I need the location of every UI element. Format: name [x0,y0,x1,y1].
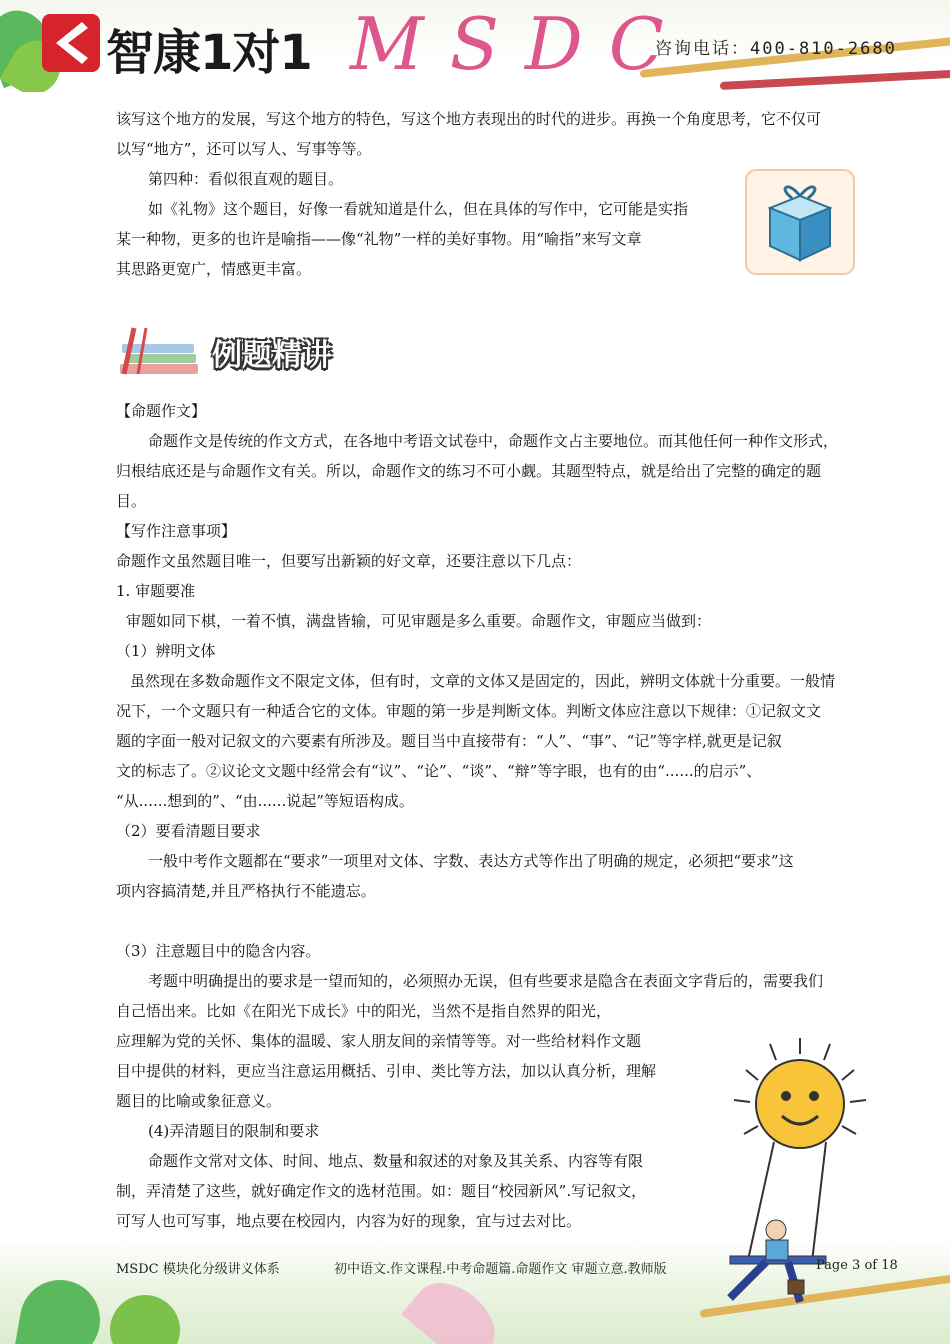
leaf-decoration [401,1268,509,1344]
paragraph: 命题作文是传统的作文方式，在各地中考语文试卷中，命题作文占主要地位。而其他任何一种作文形式， [148,432,839,450]
paragraph: 应理解为党的关怀、集体的温暖、家人朋友间的亲情等等。对一些给材料作文题 [116,1032,642,1050]
logo-text: 智康1对1 [106,25,312,81]
paragraph: 文的标志了。②议论文文题中经常会有“议”、“论”、“谈”、“辩”等字眼，也有的由“......的启示”、 [116,762,762,780]
paragraph: 归根结底还是与命题作文有关。所以，命题作文的练习不可小觑。其题型特点，就是给出了完整的确定的题 [116,462,822,480]
leaf-decoration [14,1274,107,1344]
numbered-heading: 1. 审题要准 [116,582,196,600]
paragraph: “从......想到的”、“由......说起”等短语构成。 [116,792,414,810]
phone-number: 咨询电话：400-810-2680 [655,39,897,59]
brand-letters: MSDC [350,2,690,86]
paragraph: 目。 [116,492,147,510]
page-header [0,0,950,92]
paragraph: 题目的比喻或象征意义。 [116,1092,282,1110]
books-icon [116,324,202,378]
bracket-heading: 【命题作文】 [116,402,207,420]
paragraph: 命题作文常对文体、时间、地点、数量和叙述的对象及其关系、内容等有限 [148,1152,644,1170]
sub-heading: （2）要看清题目要求 [116,822,261,840]
sub-heading: （3）注意题目中的隐含内容。 [116,942,321,960]
paragraph: 制，弄清楚了这些，就好确定作文的选材范围。如：题目“校园新风”.写记叙文， [116,1182,647,1200]
sub-heading: (4)弄清题目的限制和要求 [148,1122,320,1140]
paragraph: 以写“地方”，还可以写人、写事等等。 [116,140,372,158]
paragraph: 可写人也可写事，地点要在校园内，内容为好的现象，宜与过去对比。 [116,1212,582,1230]
sun-swing-illustration [700,1030,900,1330]
paragraph: 一般中考作文题都在“要求”一项里对文体、字数、表达方式等作出了明确的规定，必须把“要求”这 [148,852,794,870]
paragraph: 目中提供的材料，更应当注意运用概括、引申、类比等方法，加以认真分析，理解 [116,1062,657,1080]
footer-series: MSDC 模块化分级讲义体系 [116,1262,280,1277]
paragraph: 第四种：看似很直观的题目。 [148,170,344,188]
logo-mark [42,14,100,72]
paragraph: 考题中明确提出的要求是一望而知的，必须照办无误，但有些要求是隐含在表面文字背后的，需要我们 [148,972,824,990]
leaf-decoration [98,1283,191,1344]
paragraph: 虽然现在多数命题作文不限定文体，但有时，文章的文体又是固定的，因此，辨明文体就十分重要。一般情 [130,672,836,690]
paragraph: 某一种物，更多的也许是喻指——像“礼物”一样的美好事物。用“喻指”来写文章 [116,230,642,248]
section-title: 例题精讲 [212,338,332,373]
page-number: Page 3 of 18 [816,1258,898,1273]
paragraph: 题的字面一般对记叙文的六要素有所涉及。题目当中直接带有：“人”、“事”、“记”等字样,就更是记叙 [116,732,782,750]
paragraph: 其思路更宽广，情感更丰富。 [116,260,312,278]
paragraph: 该写这个地方的发展，写这个地方的特色，写这个地方表现出的时代的进步。再换一个角度思考，它不仅可 [116,110,822,128]
paragraph: 况下，一个文题只有一种适合它的文体。审题的第一步是判断文体。判断文体应注意以下规律：①记叙文文 [116,702,822,720]
paragraph: 自己悟出来。比如《在阳光下成长》中的阳光，当然不是指自然界的阳光， [116,1002,612,1020]
paragraph: 审题如同下棋，一着不慎，满盘皆输，可见审题是多么重要。命题作文，审题应当做到： [126,612,712,630]
paragraph: 命题作文虽然题目唯一，但要写出新颖的好文章，还要注意以下几点： [116,552,582,570]
footer-course: 初中语文.作文课程.中考命题篇.命题作文 审题立意.教师版 [334,1262,667,1277]
gift-box-icon [744,168,856,276]
pencil-decoration [720,68,950,90]
bracket-heading: 【写作注意事项】 [116,522,237,540]
sub-heading: （1）辨明文体 [116,642,216,660]
paragraph: 项内容搞清楚,并且严格执行不能遗忘。 [116,882,376,900]
paragraph: 如《礼物》这个题目，好像一看就知道是什么，但在具体的写作中，它可能是实指 [148,200,689,218]
section-heading [116,320,416,380]
